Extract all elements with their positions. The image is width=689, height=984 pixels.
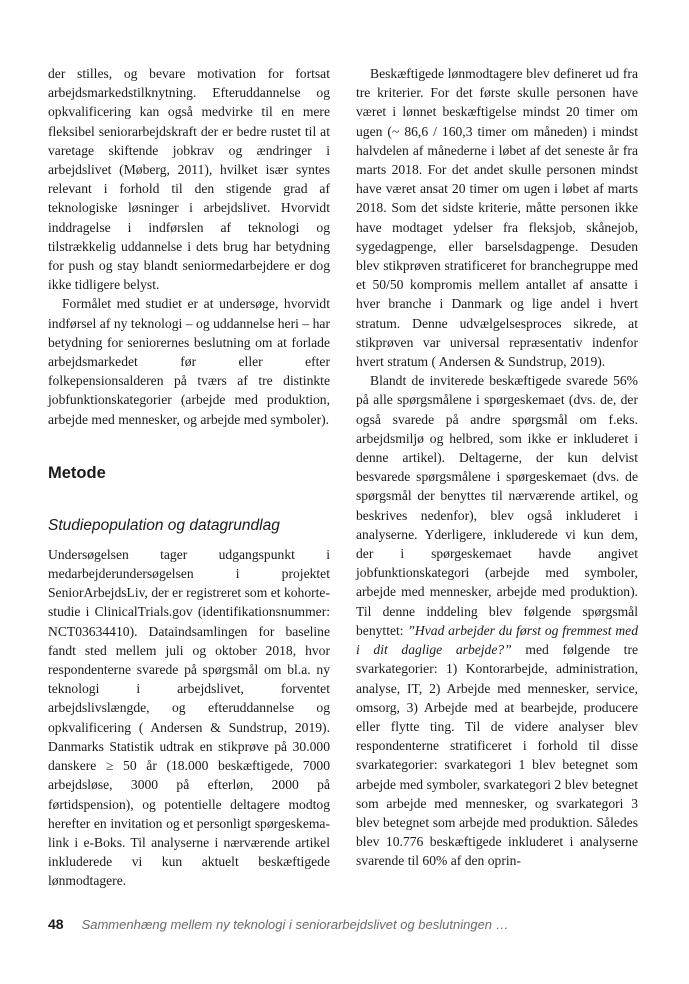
page-footer: [48, 916, 649, 932]
paragraph-employee-criteria: Beskæftigede lønmodtagere blev defineret ud fra tre kriterier. For det første skulle personen have været i lønnet beskæftigelse mindst 20 timer om ugen (~ 86,6 / 160,3 timer om måneden) i mindst halvdelen af månederne i løbet af det seneste år fra marts 2018. For det andet skulle personen mindst have været ansat 20 timer om ugen i løbet af marts 2018. Som det sidste kriterie, måtte personen ikke have modtaget ydelser fra fleksjob, skånejob, sygedagpenge, eller barselsdagpenge. Desuden blev stikprøven stratificeret for branchegruppe med et 50/50 kompromis mellem antallet af ansatte i hver branche i Danmark og lige andel i hvert stratum. Denne udvælgelsesproces sikrede, at stikprøven var universal repræsentativ indenfor hvert stratum ( Andersen & Sundstrup, 2019).: [356, 66, 638, 370]
paragraph-purpose: Formålet med studiet er at undersøge, hvorvidt indførsel af ny teknologi – og uddannelse heri – har betydning for seniorernes beslutning om at forlade arbejdsmarkedet før eller efter folkepensionsalderen på tværs af tre distinkte jobfunktionskategorier (arbejde med produktion, arbejde med mennesker, og arbejde med symboler).: [48, 296, 330, 427]
left-column: [48, 64, 330, 891]
paragraph-study-basis: Undersøgelsen tager udgangspunkt i medarbejderundersøgelsen i projektet SeniorArbejdsLiv, der er registreret som et kohorte-studie i ClinicalTrials.gov (identifikationsnummer: NCT03634410). Dataindsamlingen for baseline fandt sted mellem juli og oktober 2018, hvor respondenterne svarede på spørgsmål om bl.a. ny teknologi i arbejdslivet, forventet arbejdslivslængde, og efteruddannelse og opkvalificering ( Andersen & Sundstrup, 2019). Danmarks Statistik udtrak en stikprøve på 30.000 danskere ≥ 50 år (18.000 beskæftigede, 7000 arbejdsløse, 3000 på efterløn, 2000 på førtidspension), og potentielle deltagere modtog herefter en invitation og et personligt spørgeskema-link i e-Boks. Til analyserne i nærværende artikel inkluderede vi kun aktuelt beskæftigede lønmodtagere.: [48, 546, 330, 889]
paragraph-participants: [356, 371, 638, 870]
page-number: 48: [48, 916, 64, 932]
participants-text-start: Blandt de inviterede beskæftigede svarede 56% på alle spørgsmålene i spørgeskemaet (dvs. de, der også svarede på andre spørgsmål om f.eks. arbejdsmiljø og helbred, som ikke er inkluderet i denne artikel). Deltagerne, der kun delvist besvarede spørgsmålene i spørgeskemaet (dvs. de spørgsmål der benyttes til nærværende artikel, og beskrives nedenfor), blev også inkluderet i analyserne. Yderligere, inkluderede vi kun dem, der i spørgeskemaet havde angivet jobfunktionskategori (arbejde med symboler, arbejde med mennesker, arbejde med produktion). Til denne inddeling blev følgende spørgsmål benyttet:: [356, 373, 638, 638]
section-heading-method: Metode: [48, 463, 106, 482]
right-column: [356, 64, 638, 871]
subheading-study-population: Studiepopulation og datagrundlag: [48, 516, 280, 534]
survey-question-quote: ”Hvad arbejder du først og fremmest med i dit daglige arbejde?”: [356, 622, 638, 658]
participants-text-end: med følgende tre svarkategorier: 1) Kontorarbejde, administration, analyse, IT, 2) Arbejde med mennesker, service, omsorg, 3) Arbejde med at bearbejde, producere eller flytte ting. Til de videre analyser blev respondenterne stratificeret i forhold til disse svarkategorier: svarkategori 1 blev betegnet som arbejde med symboler, svarkategori 2 blev betegnet som arbejde med mennesker, og svarkategori 3 blev betegnet som arbejde med produktion. Således blev 10.776 beskæftigede inkluderet i analyserne svarende til 60% af den oprin-: [356, 642, 639, 869]
running-title: Sammenhæng mellem ny teknologi i seniorarbejdslivet og beslutningen …: [81, 917, 509, 932]
paragraph-intro-continuation: der stilles, og bevare motivation for fortsat arbejdsmarkedstilknytning. Efteruddannelse og opkvalificering kan også medvirke til en mere fleksibel seniorarbejdskraft der er bedre rustet til at varetage skiftende jobkrav og ændringer i arbejdslivet (Møberg, 2011), hvilket især syntes relevant i forhold til den stigende grad af teknologiske løsninger i arbejdslivet. Hvorvidt inddragelse i indførslen af teknologi og tilstrækkelig uddannelse i dets brug har betydning for push og stay blandt seniormedarbejdere er dog ikke tidligere belyst.: [48, 66, 330, 293]
